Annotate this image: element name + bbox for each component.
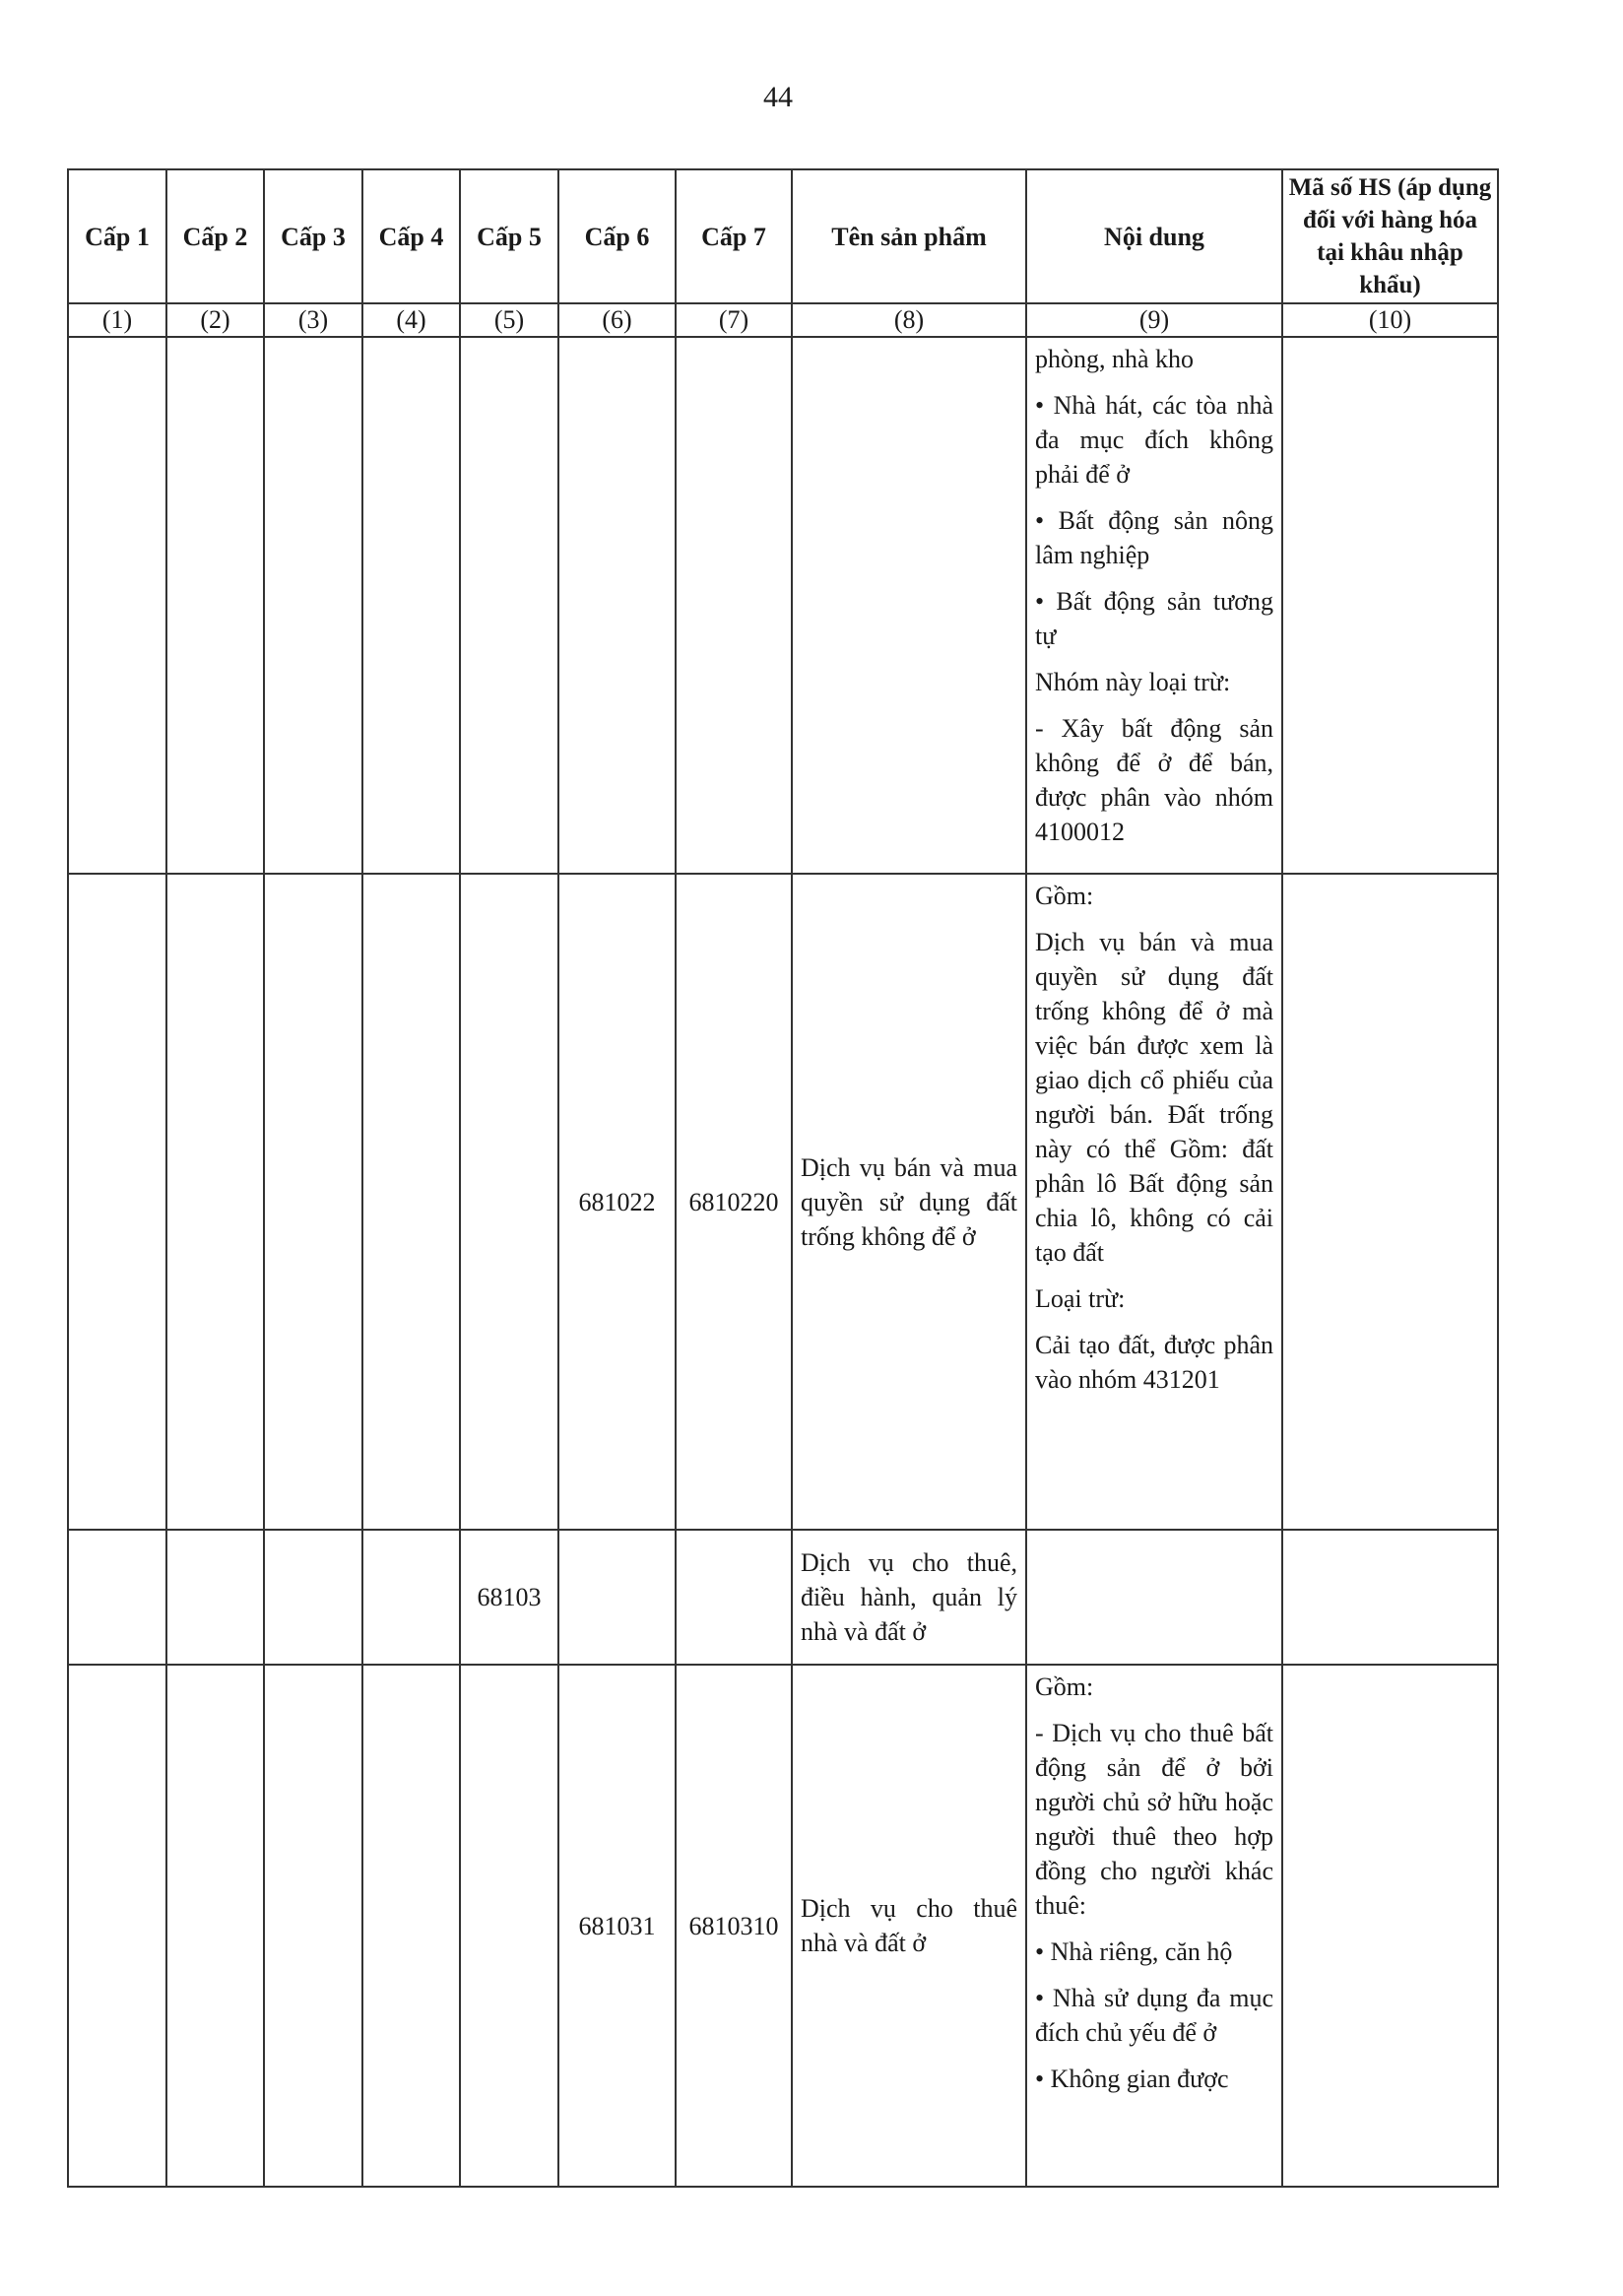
table-row <box>68 1530 1498 1665</box>
column-number: (6) <box>558 303 676 337</box>
product-classification-table <box>67 168 1499 2188</box>
cell-cap5 <box>460 337 558 874</box>
cell-cap7: 6810220 <box>676 874 792 1530</box>
cell-cap7 <box>676 1530 792 1665</box>
header-row <box>68 169 1498 303</box>
cell-content <box>1026 1665 1282 2187</box>
cell-content <box>1026 337 1282 874</box>
content-paragraph: Gồm: <box>1035 1673 1094 1701</box>
content-paragraph: Dịch vụ bán và mua quyền sử dụng đất trống không để ở mà việc bán được xem là giao dịch cổ phiếu của người bán. Đất trống này có thể Gồm: đất phân lô Bất động sản chia lô, không có cải tạo đất <box>1035 928 1273 1267</box>
content-paragraph: • Nhà hát, các tòa nhà đa mục đích không phải để ở <box>1035 391 1273 489</box>
cell-cap1 <box>68 337 166 874</box>
column-number: (4) <box>362 303 460 337</box>
header-product-name: Tên sản phẩm <box>792 169 1026 303</box>
cell-cap6: 681022 <box>558 874 676 1530</box>
cell-cap7 <box>676 337 792 874</box>
cell-product-name <box>792 337 1026 874</box>
column-number: (1) <box>68 303 166 337</box>
cell-cap2 <box>166 1530 264 1665</box>
table-row <box>68 874 1498 1530</box>
cell-product-name: Dịch vụ cho thuê nhà và đất ở <box>792 1665 1026 2187</box>
header-hs-code: Mã số HS (áp dụng đối với hàng hóa tại khâu nhập khẩu) <box>1282 169 1498 303</box>
content-paragraph: • Nhà sử dụng đa mục đích chủ yếu để ở <box>1035 1984 1273 2047</box>
content-paragraph: • Không gian được <box>1035 2065 1229 2093</box>
column-number: (8) <box>792 303 1026 337</box>
header-content: Nội dung <box>1026 169 1282 303</box>
header-cap1: Cấp 1 <box>68 169 166 303</box>
cell-cap4 <box>362 1665 460 2187</box>
cell-cap6 <box>558 337 676 874</box>
cell-content <box>1026 1530 1282 1665</box>
column-number-row <box>68 303 1498 337</box>
column-number: (5) <box>460 303 558 337</box>
content-paragraph: phòng, nhà kho <box>1035 345 1195 373</box>
header-cap5: Cấp 5 <box>460 169 558 303</box>
page-number: 44 <box>763 81 793 113</box>
header-cap6: Cấp 6 <box>558 169 676 303</box>
cell-cap1 <box>68 1665 166 2187</box>
table-row <box>68 337 1498 874</box>
content-paragraph: - Xây bất động sản không để ở để bán, được phân vào nhóm 4100012 <box>1035 714 1273 846</box>
cell-hs-code <box>1282 1665 1498 2187</box>
header-cap3: Cấp 3 <box>264 169 362 303</box>
content-paragraph: Gồm: <box>1035 882 1094 910</box>
table-row <box>68 1665 1498 2187</box>
cell-cap6 <box>558 1530 676 1665</box>
content-paragraph: Loại trừ: <box>1035 1284 1126 1313</box>
cell-cap1 <box>68 1530 166 1665</box>
cell-cap3 <box>264 874 362 1530</box>
content-paragraph: Nhóm này loại trừ: <box>1035 668 1231 696</box>
cell-cap4 <box>362 874 460 1530</box>
cell-cap6: 681031 <box>558 1665 676 2187</box>
cell-cap4 <box>362 337 460 874</box>
cell-cap3 <box>264 1665 362 2187</box>
cell-cap2 <box>166 337 264 874</box>
cell-product-name: Dịch vụ cho thuê, điều hành, quản lý nhà và đất ở <box>792 1530 1026 1665</box>
cell-cap2 <box>166 874 264 1530</box>
cell-product-name: Dịch vụ bán và mua quyền sử dụng đất trống không để ở <box>792 874 1026 1530</box>
header-cap7: Cấp 7 <box>676 169 792 303</box>
header-cap4: Cấp 4 <box>362 169 460 303</box>
cell-cap3 <box>264 337 362 874</box>
cell-cap4 <box>362 1530 460 1665</box>
cell-cap5: 68103 <box>460 1530 558 1665</box>
content-paragraph: • Nhà riêng, căn hộ <box>1035 1937 1233 1966</box>
column-number: (3) <box>264 303 362 337</box>
column-number: (2) <box>166 303 264 337</box>
cell-hs-code <box>1282 1530 1498 1665</box>
cell-cap2 <box>166 1665 264 2187</box>
header-cap2: Cấp 2 <box>166 169 264 303</box>
cell-cap7: 6810310 <box>676 1665 792 2187</box>
content-paragraph: • Bất động sản tương tự <box>1035 587 1273 650</box>
cell-hs-code <box>1282 337 1498 874</box>
cell-cap3 <box>264 1530 362 1665</box>
content-paragraph: - Dịch vụ cho thuê bất động sản để ở bởi người chủ sở hữu hoặc người thuê theo hợp đồng cho người khác thuê: <box>1035 1719 1273 1920</box>
cell-content <box>1026 874 1282 1530</box>
column-number: (10) <box>1282 303 1498 337</box>
cell-cap1 <box>68 874 166 1530</box>
column-number: (9) <box>1026 303 1282 337</box>
cell-hs-code <box>1282 874 1498 1530</box>
content-paragraph: Cải tạo đất, được phân vào nhóm 431201 <box>1035 1331 1273 1394</box>
column-number: (7) <box>676 303 792 337</box>
cell-cap5 <box>460 1665 558 2187</box>
content-paragraph: • Bất động sản nông lâm nghiệp <box>1035 506 1273 569</box>
cell-cap5 <box>460 874 558 1530</box>
